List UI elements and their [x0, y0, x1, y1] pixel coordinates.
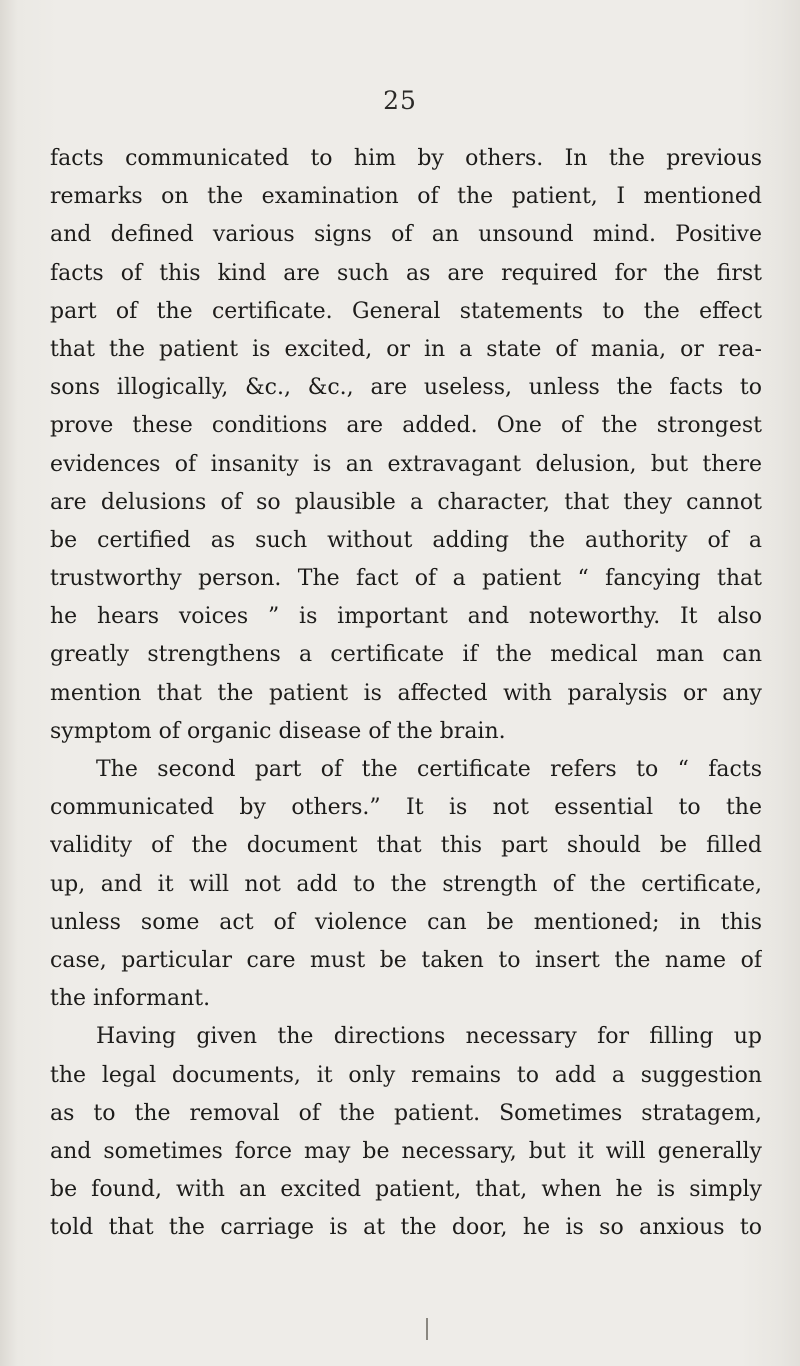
text-line: The second part of the certificate refers to “ facts — [96, 757, 762, 782]
text-line: told that the carriage is at the door, he is so anxious to — [50, 1215, 762, 1241]
text-line: he hears voices ” is important and noteworthy. It also — [50, 604, 762, 630]
text-line: greatly strengthens a certificate if the medical man can — [50, 642, 762, 668]
page-number: 25 — [383, 86, 417, 115]
text-line: as to the removal of the patient. Sometimes stratagem, — [50, 1100, 762, 1126]
text-line: facts of this kind are such as are required for the first — [50, 260, 762, 286]
text-line: the informant. — [50, 986, 211, 1012]
text-line: sons illogically, &c., &c., are useless, unless the facts to — [50, 375, 762, 401]
text-line: trustworthy person. The fact of a patient “ fancying that — [50, 566, 762, 592]
text-line: and defined various signs of an unsound mind. Positive — [50, 222, 762, 248]
text-line: that the patient is excited, or in a state of mania, or rea- — [50, 336, 762, 362]
text-line: mention that the patient is affected with paralysis or any — [50, 680, 762, 706]
text-line: remarks on the examination of the patient, I mentioned — [50, 184, 762, 210]
text-line: facts communicated to him by others. In the previous — [50, 146, 762, 171]
text-line: validity of the document that this part should be filled — [50, 833, 762, 859]
text-line: part of the certificate. General statements to the effect — [50, 298, 762, 324]
text-line: be found, with an excited patient, that, when he is simply — [50, 1177, 762, 1203]
text-line: communicated by others.” It is not essential to the — [50, 795, 762, 821]
body-text — [50, 140, 762, 1247]
text-line: up, and it will not add to the strength of the certificate, — [50, 871, 762, 897]
text-line: are delusions of so plausible a character, that they cannot — [50, 489, 762, 515]
text-line: and sometimes force may be necessary, but it will generally — [50, 1138, 762, 1164]
text-line: the legal documents, it only remains to add a suggestion — [50, 1062, 762, 1088]
text-line: case, particular care must be taken to insert the name of — [50, 947, 762, 973]
ink-mark — [426, 1318, 428, 1340]
text-line: evidences of insanity is an extravagant delusion, but there — [50, 451, 762, 477]
text-line: unless some act of violence can be mentioned; in this — [50, 909, 762, 935]
text-line: Having given the directions necessary for filling up — [96, 1024, 762, 1050]
text-line: be certified as such without adding the authority of a — [50, 527, 762, 553]
text-line: prove these conditions are added. One of the strongest — [50, 413, 762, 439]
text-line: symptom of organic disease of the brain. — [50, 718, 506, 744]
